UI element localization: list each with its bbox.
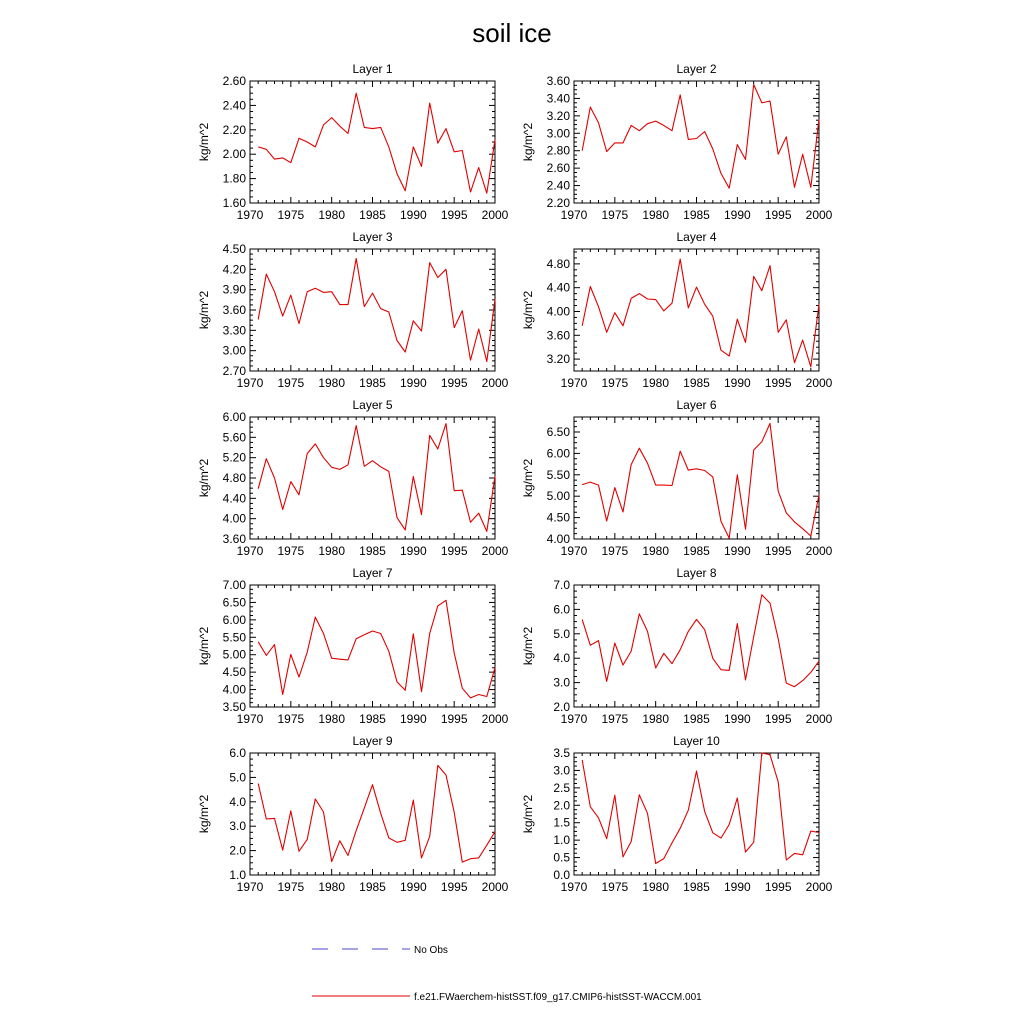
y-tick-label: 2.60 [222, 74, 246, 88]
y-tick-label: 2.70 [222, 364, 246, 378]
y-tick-label: 3.50 [222, 700, 246, 714]
x-tick-label: 1990 [723, 880, 751, 894]
panel-title: Layer 5 [352, 398, 393, 412]
x-tick-label: 2000 [805, 880, 833, 894]
x-tick-label: 1995 [440, 376, 468, 390]
x-tick-label: 1985 [359, 376, 386, 390]
y-axis-label: kg/m^2 [521, 794, 535, 834]
figure-title: soil ice [472, 18, 552, 48]
x-tick-label: 1975 [601, 880, 629, 894]
y-tick-label: 3.90 [222, 282, 246, 297]
y-tick-label: 2.20 [546, 196, 570, 210]
y-tick-label: 2.0 [553, 798, 570, 813]
panel-title: Layer 8 [676, 566, 717, 580]
y-tick-label: 4.00 [222, 511, 246, 526]
panel-title: Layer 4 [676, 230, 717, 244]
y-tick-label: 3.20 [546, 108, 570, 123]
y-tick-label: 1.0 [553, 833, 570, 848]
y-tick-label: 6.50 [222, 595, 246, 610]
x-tick-label: 1970 [560, 376, 588, 390]
x-tick-label: 1995 [764, 544, 792, 558]
x-tick-label: 2000 [481, 208, 509, 222]
y-tick-label: 4.00 [222, 682, 246, 697]
y-tick-label: 5.60 [222, 430, 246, 445]
x-tick-label: 1975 [601, 208, 629, 222]
x-tick-label: 1985 [683, 376, 710, 390]
y-tick-label: 6.50 [546, 424, 570, 439]
y-tick-label: 2.00 [222, 147, 246, 162]
x-tick-label: 1980 [642, 880, 670, 894]
y-tick-label: 2.0 [229, 843, 246, 858]
y-tick-label: 3.00 [222, 343, 246, 358]
x-tick-label: 1995 [440, 712, 468, 726]
y-tick-label: 2.60 [546, 161, 570, 176]
x-tick-label: 1975 [277, 376, 305, 390]
panel-title: Layer 6 [676, 398, 717, 412]
x-tick-label: 1995 [440, 880, 468, 894]
x-tick-label: 1970 [236, 376, 264, 390]
y-tick-label: 6.00 [222, 410, 246, 424]
y-tick-label: 2.40 [546, 178, 570, 193]
y-tick-label: 2.80 [546, 143, 570, 158]
x-tick-label: 1980 [318, 208, 346, 222]
y-tick-label: 2.40 [222, 98, 246, 113]
y-tick-label: 0.0 [553, 868, 570, 882]
x-tick-label: 1970 [236, 544, 264, 558]
legend-model-label: f.e21.FWaerchem-histSST.f09_g17.CMIP6-histSST-WACCM.001 [414, 992, 702, 1003]
legend-obs-label: No Obs [414, 945, 448, 956]
y-tick-label: 2.20 [222, 122, 246, 137]
y-tick-label: 3.20 [546, 352, 570, 367]
x-tick-label: 1985 [359, 880, 386, 894]
y-tick-label: 5.00 [222, 647, 246, 662]
x-tick-label: 1980 [642, 376, 670, 390]
y-tick-label: 2.0 [553, 700, 570, 714]
y-tick-label: 4.0 [229, 794, 246, 809]
panel-title: Layer 1 [352, 62, 393, 76]
x-tick-label: 1980 [642, 712, 670, 726]
y-tick-label: 5.50 [222, 630, 246, 645]
x-tick-label: 1975 [601, 712, 629, 726]
y-tick-label: 3.5 [553, 746, 570, 760]
panel-title: Layer 9 [352, 734, 393, 748]
x-tick-label: 1985 [359, 712, 386, 726]
y-tick-label: 4.40 [222, 491, 246, 506]
y-tick-label: 4.40 [546, 280, 570, 295]
x-tick-label: 1975 [601, 376, 629, 390]
y-axis-label: kg/m^2 [521, 458, 535, 498]
y-tick-label: 3.60 [546, 328, 570, 343]
y-tick-label: 4.50 [546, 510, 570, 525]
y-tick-label: 3.60 [546, 74, 570, 88]
x-tick-label: 1980 [642, 208, 670, 222]
x-tick-label: 1970 [236, 712, 264, 726]
x-tick-label: 2000 [805, 544, 833, 558]
x-tick-label: 2000 [805, 712, 833, 726]
x-tick-label: 2000 [481, 544, 509, 558]
x-tick-label: 1980 [318, 712, 346, 726]
y-tick-label: 1.0 [229, 868, 246, 882]
y-tick-label: 4.80 [546, 256, 570, 271]
x-tick-label: 2000 [805, 376, 833, 390]
y-tick-label: 4.0 [553, 651, 570, 666]
x-tick-label: 1975 [277, 712, 305, 726]
y-tick-label: 0.5 [553, 850, 570, 865]
y-tick-label: 3.00 [546, 126, 570, 141]
y-tick-label: 3.0 [553, 763, 570, 778]
x-tick-label: 1995 [440, 208, 468, 222]
x-tick-label: 1990 [723, 544, 751, 558]
y-tick-label: 5.20 [222, 450, 246, 465]
y-tick-label: 3.0 [229, 819, 246, 834]
x-tick-label: 1990 [399, 208, 427, 222]
x-tick-label: 1980 [318, 880, 346, 894]
y-tick-label: 2.5 [553, 780, 570, 795]
x-tick-label: 2000 [481, 376, 509, 390]
y-axis-label: kg/m^2 [521, 626, 535, 666]
x-tick-label: 1990 [399, 880, 427, 894]
y-tick-label: 3.0 [553, 675, 570, 690]
x-tick-label: 1975 [277, 544, 305, 558]
x-tick-label: 1975 [277, 880, 305, 894]
x-tick-label: 2000 [805, 208, 833, 222]
y-tick-label: 3.60 [222, 303, 246, 317]
x-tick-label: 1995 [764, 712, 792, 726]
x-tick-label: 1995 [764, 208, 792, 222]
x-tick-label: 1975 [277, 208, 305, 222]
x-tick-label: 1985 [683, 712, 710, 726]
x-tick-label: 1990 [399, 376, 427, 390]
y-axis-label: kg/m^2 [197, 794, 211, 834]
y-tick-label: 1.80 [222, 171, 246, 186]
y-tick-label: 4.20 [222, 262, 246, 277]
y-tick-label: 3.40 [546, 91, 570, 106]
y-tick-label: 3.30 [222, 323, 246, 338]
x-tick-label: 1985 [683, 544, 710, 558]
x-tick-label: 1985 [359, 208, 386, 222]
x-tick-label: 1980 [318, 376, 346, 390]
x-tick-label: 1995 [764, 880, 792, 894]
y-axis-label: kg/m^2 [521, 290, 535, 330]
y-tick-label: 5.50 [546, 467, 570, 482]
y-tick-label: 4.00 [546, 304, 570, 319]
x-tick-label: 1970 [236, 880, 264, 894]
y-tick-label: 4.50 [222, 665, 246, 680]
y-tick-label: 5.00 [546, 489, 570, 504]
panel-title: Layer 3 [352, 230, 393, 244]
y-axis-label: kg/m^2 [521, 122, 535, 162]
x-tick-label: 1970 [560, 544, 588, 558]
y-axis-label: kg/m^2 [197, 626, 211, 666]
x-tick-label: 1985 [683, 208, 710, 222]
y-axis-label: kg/m^2 [197, 122, 211, 162]
panel-title: Layer 7 [352, 566, 393, 580]
x-tick-label: 1980 [642, 544, 670, 558]
panel-title: Layer 2 [676, 62, 717, 76]
y-tick-label: 6.00 [222, 612, 246, 627]
x-tick-label: 1990 [723, 376, 751, 390]
y-tick-label: 1.60 [222, 196, 246, 210]
x-tick-label: 2000 [481, 880, 509, 894]
y-tick-label: 7.0 [553, 578, 570, 592]
y-axis-label: kg/m^2 [197, 458, 211, 498]
x-tick-label: 1980 [318, 544, 346, 558]
y-tick-label: 4.00 [546, 532, 570, 546]
y-tick-label: 7.00 [222, 578, 246, 592]
y-tick-label: 1.5 [553, 815, 570, 830]
y-tick-label: 4.50 [222, 242, 246, 256]
y-tick-label: 6.0 [553, 602, 570, 617]
y-tick-label: 5.0 [229, 770, 246, 785]
y-tick-label: 5.0 [553, 626, 570, 641]
y-tick-label: 4.80 [222, 471, 246, 485]
x-tick-label: 1970 [560, 208, 588, 222]
x-tick-label: 1985 [683, 880, 710, 894]
x-tick-label: 1990 [723, 208, 751, 222]
y-tick-label: 3.60 [222, 532, 246, 546]
x-tick-label: 1995 [764, 376, 792, 390]
y-tick-label: 6.0 [229, 746, 246, 760]
x-tick-label: 2000 [481, 712, 509, 726]
y-tick-label: 6.00 [546, 446, 570, 461]
x-tick-label: 1990 [723, 712, 751, 726]
panel-title: Layer 10 [673, 734, 720, 748]
x-tick-label: 1975 [601, 544, 629, 558]
x-tick-label: 1990 [399, 544, 427, 558]
x-tick-label: 1970 [560, 712, 588, 726]
x-tick-label: 1995 [440, 544, 468, 558]
x-tick-label: 1990 [399, 712, 427, 726]
x-tick-label: 1985 [359, 544, 386, 558]
x-tick-label: 1970 [236, 208, 264, 222]
x-tick-label: 1970 [560, 880, 588, 894]
y-axis-label: kg/m^2 [197, 290, 211, 330]
